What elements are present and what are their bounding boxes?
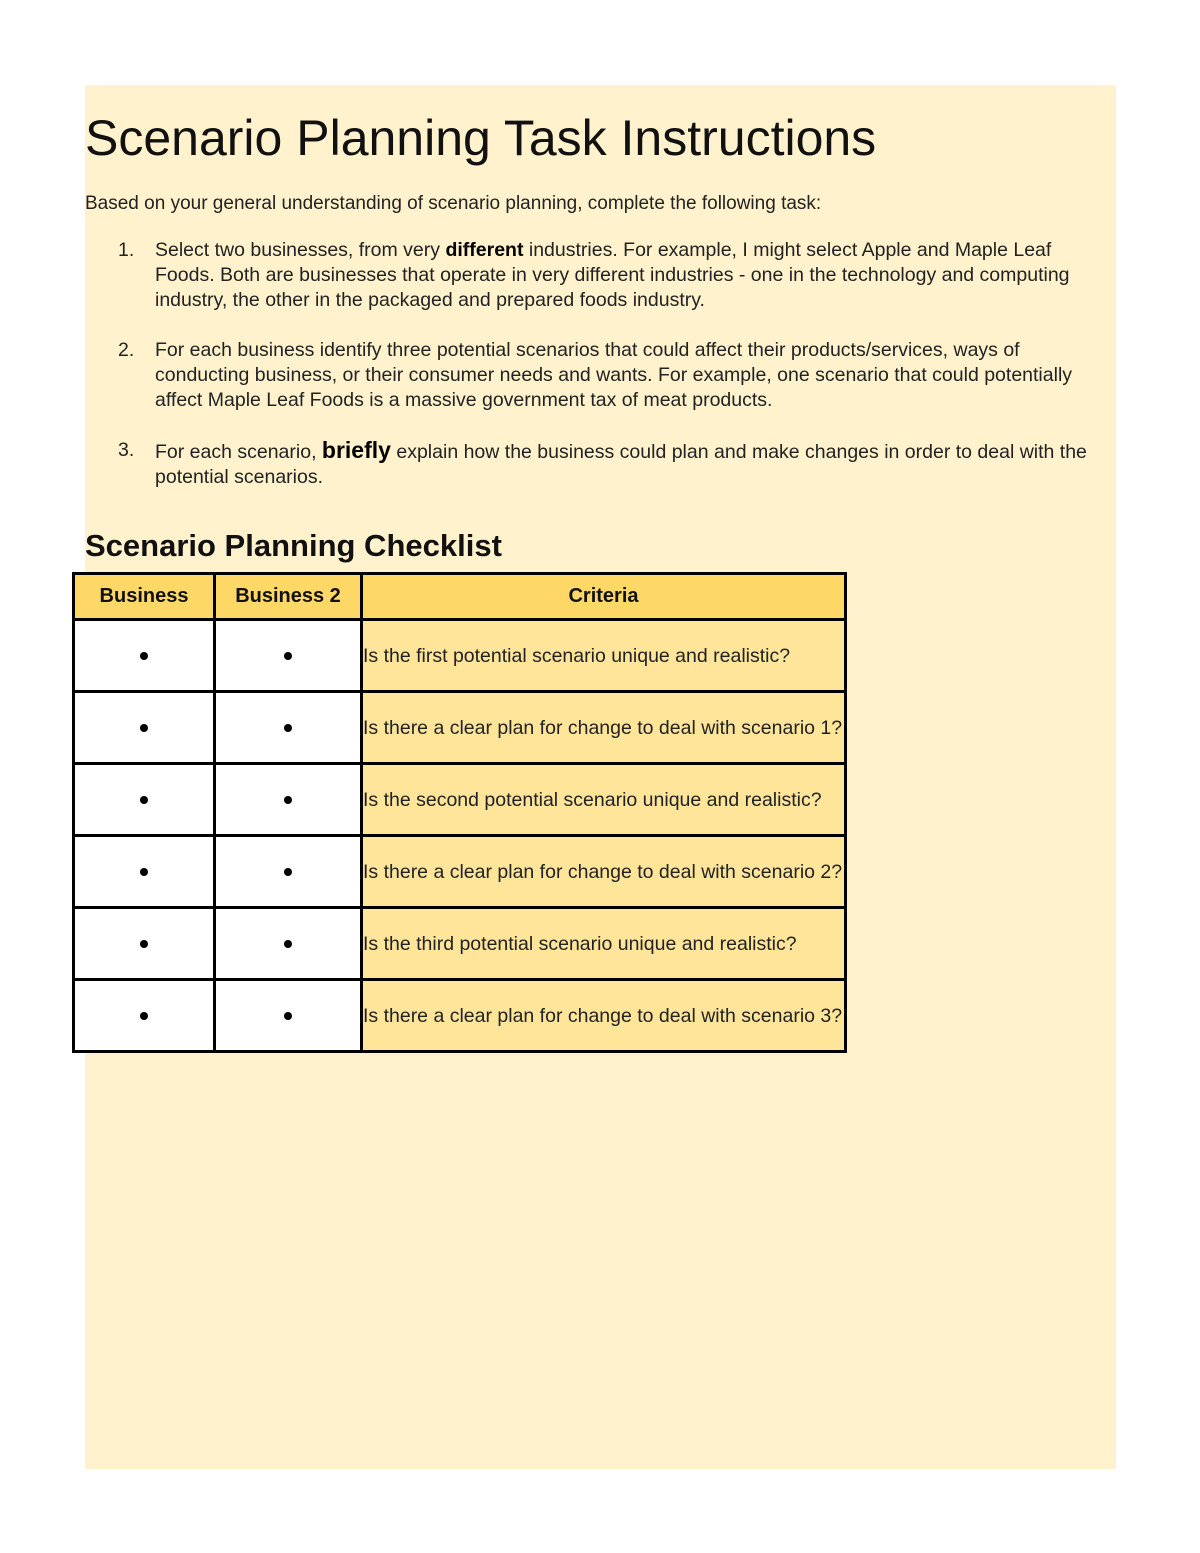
instruction-step-2 xyxy=(85,338,1116,413)
criteria-text: Is there a clear plan for change to deal with scenario 1? xyxy=(362,692,846,764)
criteria-text: Is there a clear plan for change to deal with scenario 3? xyxy=(362,980,846,1052)
business-2-check-cell[interactable] xyxy=(215,836,362,908)
instruction-step-3 xyxy=(85,438,1116,490)
step-text: For each business identify three potential scenarios that could affect their products/services, ways of conducting business, or their consumer needs and wants. For example, one scenario that could potentially affect Maple Leaf Foods is a massive government tax of meat products. xyxy=(155,339,1073,411)
intro-text: Based on your general understanding of scenario planning, complete the following task: xyxy=(85,193,822,214)
criteria-text: Is the second potential scenario unique and realistic? xyxy=(362,764,846,836)
header-business-2: Business 2 xyxy=(215,574,362,620)
checklist-row xyxy=(74,980,846,1052)
criteria-text: Is there a clear plan for change to deal with scenario 2? xyxy=(362,836,846,908)
business-1-check-cell[interactable] xyxy=(74,692,215,764)
checklist-header-row xyxy=(74,574,846,620)
criteria-text: Is the first potential scenario unique and realistic? xyxy=(362,620,846,692)
bullet-icon xyxy=(284,1012,292,1020)
bullet-icon xyxy=(140,868,148,876)
business-1-check-cell[interactable] xyxy=(74,620,215,692)
business-2-check-cell[interactable] xyxy=(215,908,362,980)
bullet-icon xyxy=(284,868,292,876)
checklist-row xyxy=(74,620,846,692)
checklist-row xyxy=(74,692,846,764)
bullet-icon xyxy=(140,796,148,804)
bullet-icon xyxy=(284,724,292,732)
bullet-icon xyxy=(284,796,292,804)
bullet-icon xyxy=(140,940,148,948)
business-2-check-cell[interactable] xyxy=(215,980,362,1052)
checklist-row xyxy=(74,836,846,908)
step-emphasis: briefly xyxy=(321,437,391,463)
step-number: 3. xyxy=(118,439,135,461)
instruction-step-1 xyxy=(85,238,1116,313)
bullet-icon xyxy=(140,652,148,660)
business-2-check-cell[interactable] xyxy=(215,692,362,764)
checklist-table xyxy=(72,572,847,1053)
step-text: industries. For example, I might select Apple and Maple Leaf Foods. Both are businesses that operate in very different industries - one in the technology and computing industry, the other in the packaged and prepared foods industry. xyxy=(155,239,1070,311)
step-emphasis: different xyxy=(445,239,524,261)
criteria-text: Is the third potential scenario unique and realistic? xyxy=(362,908,846,980)
bullet-icon xyxy=(284,940,292,948)
bullet-icon xyxy=(140,724,148,732)
header-criteria: Criteria xyxy=(362,574,846,620)
step-text: explain how the business could plan and make changes in order to deal with the potential scenarios. xyxy=(155,441,1087,488)
page-title: Scenario Planning Task Instructions xyxy=(85,110,877,166)
business-2-check-cell[interactable] xyxy=(215,764,362,836)
business-1-check-cell[interactable] xyxy=(74,764,215,836)
checklist-row xyxy=(74,908,846,980)
checklist-title: Scenario Planning Checklist xyxy=(85,528,502,563)
checklist-row xyxy=(74,764,846,836)
step-text: Select two businesses, from very xyxy=(155,239,446,261)
bullet-icon xyxy=(140,1012,148,1020)
step-text: For each scenario, xyxy=(155,441,322,463)
step-number: 1. xyxy=(118,239,135,261)
instruction-list xyxy=(85,238,1116,490)
business-2-check-cell[interactable] xyxy=(215,620,362,692)
business-1-check-cell[interactable] xyxy=(74,980,215,1052)
step-number: 2. xyxy=(118,339,135,361)
business-1-check-cell[interactable] xyxy=(74,908,215,980)
business-1-check-cell[interactable] xyxy=(74,836,215,908)
header-business: Business xyxy=(74,574,215,620)
bullet-icon xyxy=(284,652,292,660)
